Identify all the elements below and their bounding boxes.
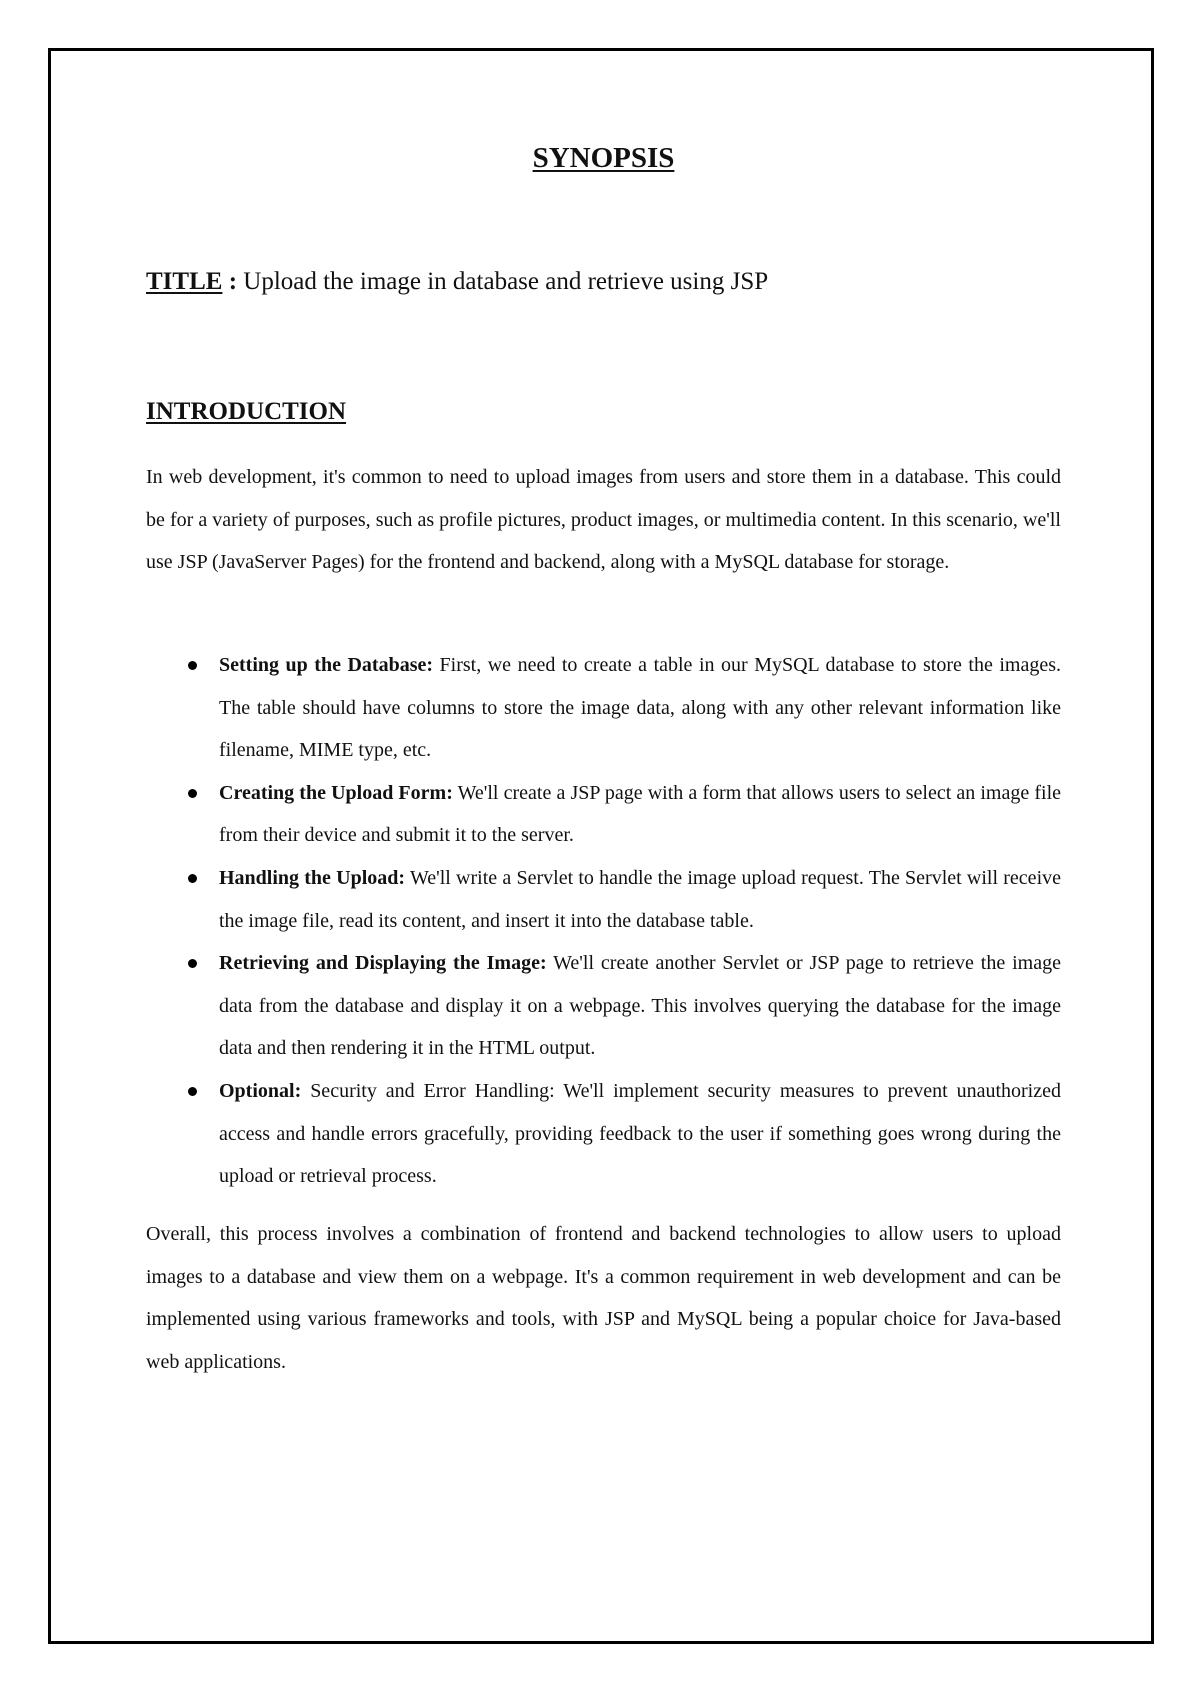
bullet-text: We'll write a Servlet to handle the image upload request. The Servlet will receive the image file, read its content, and insert it into the database table. — [219, 866, 1061, 932]
bullet-dot-icon — [188, 874, 197, 883]
bullet-item-handling-upload — [146, 857, 1061, 942]
bullet-text: First, we need to create a table in our MySQL database to store the images. The table should have columns to store the image data, along with any other relevant information like filename, MIME type, etc. — [219, 654, 1062, 762]
bullet-list — [146, 644, 1061, 1198]
introduction-heading: INTRODUCTION — [146, 398, 347, 425]
bullet-dot-icon — [188, 1087, 197, 1096]
title-colon: : — [222, 268, 238, 295]
bullet-head: Retrieving and Displaying the Image: — [219, 952, 547, 975]
bullet-text: We'll create another Servlet or JSP page to retrieve the image data from the database and display it on a webpage. This involves querying the database for the image data and then rendering it in the HTML output. — [219, 952, 1061, 1060]
bullet-item-upload-form — [146, 772, 1061, 857]
overall-paragraph: Overall, this process involves a combination of frontend and backend technologies to allow users to upload images to a database and view them on a webpage. It's a common requirement in web development and can be implemented using various frameworks and tools, with JSP and MySQL being a popular choice for Java-based web applications. — [146, 1223, 1061, 1373]
title-label: TITLE — [146, 268, 223, 295]
bullet-dot-icon — [188, 789, 197, 798]
introduction-paragraph: In web development, it's common to need to upload images from users and store them in a database. This could be for a variety of purposes, such as profile pictures, product images, or multimedia content. In this scenario, we'll use JSP (JavaServer Pages) for the frontend and backend, along with a MySQL database for storage. — [146, 466, 1061, 574]
bullet-head: Creating the Upload Form: — [219, 781, 453, 804]
bullet-text: Security and Error Handling: We'll implement security measures to prevent unauthorized access and handle errors gracefully, providing feedback to the user if something goes wrong during the upload or retrieval process. — [219, 1079, 1061, 1188]
bullet-item-optional — [146, 1070, 1061, 1198]
title-line — [146, 268, 768, 296]
bullet-head: Optional: — [219, 1079, 302, 1102]
bullet-head: Setting up the Database: — [219, 654, 434, 676]
bullet-text: We'll create a JSP page with a form that allows users to select an image file from their device and submit it to the server. — [219, 781, 1062, 847]
bullet-dot-icon — [188, 661, 197, 670]
bullet-head: Handling the Upload: — [219, 866, 406, 889]
title-text: Upload the image in database and retrieve using JSP — [237, 268, 769, 295]
bullet-item-retrieving — [146, 942, 1061, 1070]
bullet-item-database — [146, 644, 1061, 772]
synopsis-heading: SYNOPSIS — [532, 142, 675, 174]
bullet-dot-icon — [188, 959, 197, 968]
